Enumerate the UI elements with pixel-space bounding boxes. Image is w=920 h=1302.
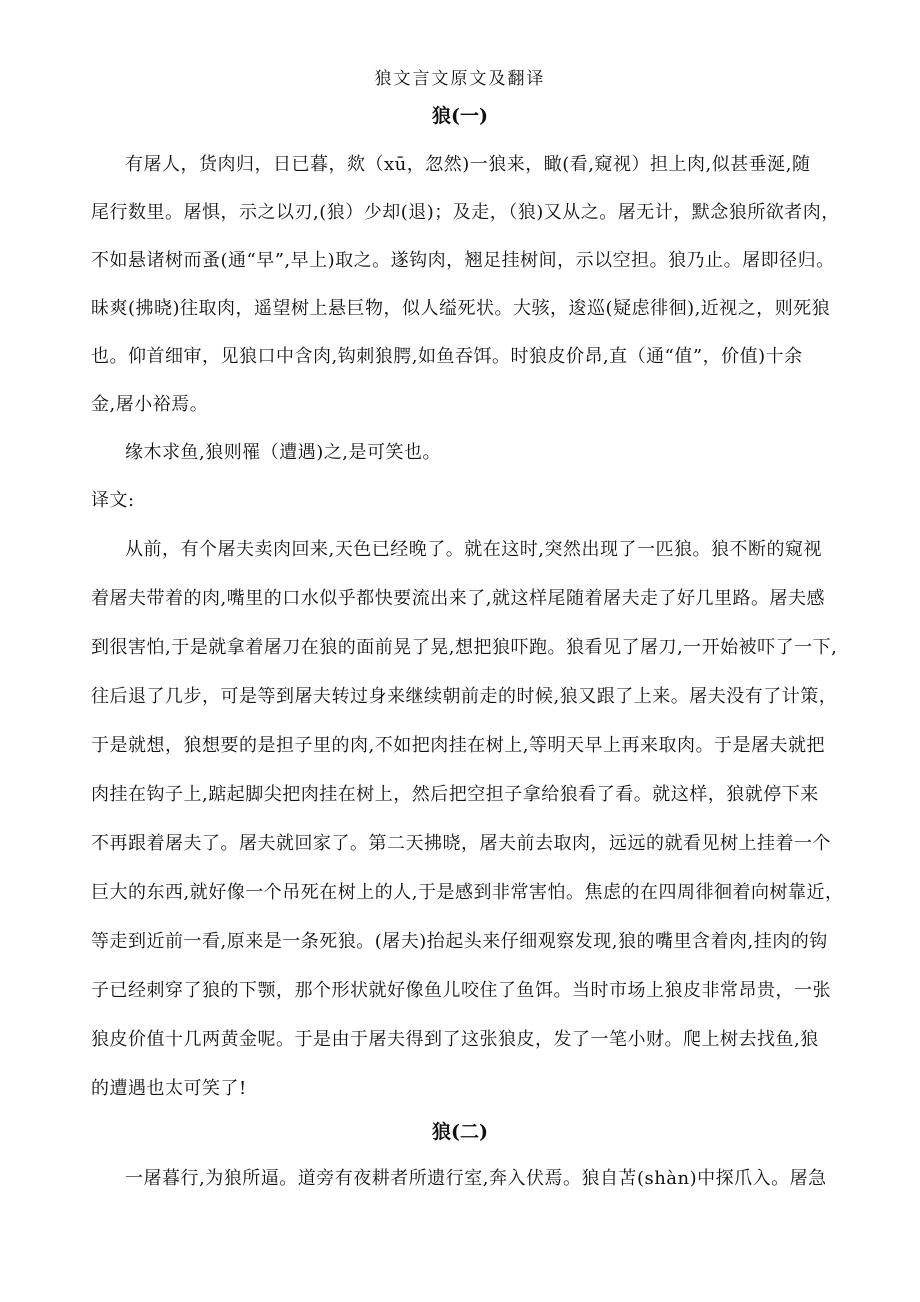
translation-label: 译文:	[91, 490, 135, 511]
translation-line: 等走到近前一看,原来是一条死狼。(屠夫)抬起头来仔细观察发现,狼的嘴里含着肉,挂肉的钩	[91, 931, 828, 952]
section2-line: 一屠暮行,为狼所逼。道旁有夜耕者所遗行室,奔入伏焉。狼自苫(shàn)中探爪入。屠急	[125, 1168, 827, 1189]
moral-line: 缘木求鱼,狼则罹（遭遇)之,是可笑也。	[125, 442, 441, 463]
original-line: 也。仰首细审，见狼口中含肉,钩刺狼腭,如鱼吞饵。时狼皮价昂,直（通“值”，价值)十余	[91, 346, 803, 367]
translation-line: 不再跟着屠夫了。屠夫就回家了。第二天拂晓，屠夫前去取肉，远远的就看见树上挂着一个	[91, 833, 831, 854]
original-line: 金,屠小裕焉。	[91, 394, 209, 415]
original-line: 不如悬诸树而蚤(通“早”,早上)取之。遂钩肉，翘足挂树间，示以空担。狼乃止。屠即径归。	[91, 250, 835, 271]
translation-line: 从前，有个屠夫卖肉回来,天色已经晚了。就在这时,突然出现了一匹狼。狼不断的窥视	[125, 539, 822, 560]
original-line: 尾行数里。屠惧，示之以刃,(狼）少却(退)；及走，（狼)又从之。屠无计，默念狼所欲者肉，	[91, 202, 840, 223]
translation-line: 的遭遇也太可笑了!	[91, 1078, 247, 1099]
translation-line: 子已经刺穿了狼的下颚，那个形状就好像鱼儿咬住了鱼饵。当时市场上狼皮非常昂贵，一张	[91, 980, 831, 1001]
translation-line: 往后退了几步，可是等到屠夫转过身来继续朝前走的时候,狼又跟了上来。屠夫没有了计策，	[91, 686, 838, 707]
original-line: 昧爽(拂晓)往取肉，遥望树上悬巨物，似人缢死状。大骇，逡巡(疑虑徘徊),近视之，则死狼	[91, 298, 831, 319]
document-title: 狼文言文原文及翻译	[374, 69, 546, 89]
original-line: 有屠人，货肉归，日已暮，欻（xū，忽然)一狼来，瞰(看,窥视）担上肉,似甚垂涎,随	[125, 154, 811, 175]
translation-line: 巨大的东西,就好像一个吊死在树上的人,于是感到非常害怕。焦虑的在四周徘徊着向树靠近，	[91, 882, 844, 903]
section-title-wolf-1: 狼(一)	[432, 105, 488, 127]
section-title-wolf-2: 狼(二)	[432, 1121, 488, 1143]
translation-line: 狼皮价值十几两黄金呢。于是由于屠夫得到了这张狼皮，发了一笔小财。爬上树去找鱼,狼	[91, 1029, 819, 1050]
translation-line: 肉挂在钩子上,踮起脚尖把肉挂在树上，然后把空担子拿给狼看了看。就这样，狼就停下来	[91, 784, 819, 805]
translation-line: 着屠夫带着的肉,嘴里的口水似乎都快要流出来了,就这样尾随着屠夫走了好几里路。屠夫感	[91, 588, 825, 609]
translation-line: 于是就想，狼想要的是担子里的肉,不如把肉挂在树上,等明天早上再来取肉。于是屠夫就把	[91, 735, 825, 756]
translation-line: 到很害怕,于是就拿着屠刀在狼的面前晃了晃,想把狼吓跑。狼看见了屠刀,一开始被吓了一下,	[91, 637, 838, 658]
